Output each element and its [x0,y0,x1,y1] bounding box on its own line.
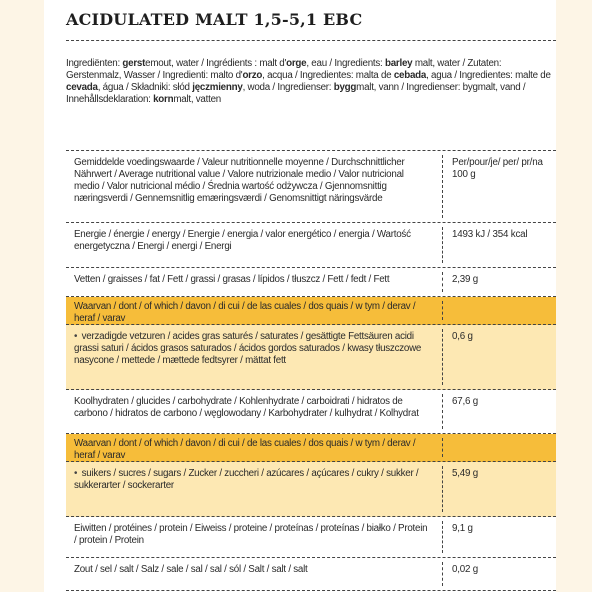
nutrition-row [66,434,556,462]
nutrition-row [66,325,556,390]
nutrient-value: 67,6 g [452,396,479,407]
nutrient-label: Waarvan / dont / of which / davon / di cui / de las cuales / dos quais / w tym / derav / heraf / varav [74,438,416,461]
nutrient-value [442,434,556,461]
bullet-icon: • [74,468,80,479]
allergen-term: jęczmienny [192,82,243,93]
nutrition-row [66,558,556,591]
nutrient-label-cell [66,151,436,222]
ingredient-text: , woda / Ingredienser: [242,82,334,93]
nutrient-value: 5,49 g [452,468,479,479]
nutrient-label-cell [66,268,436,296]
ingredient-text: malt, vann / Ingredienser: bygmalt, vand / Innehållsdeklaration: [66,82,526,105]
nutrition-label [44,0,556,592]
nutrient-value: 2,39 g [452,274,479,285]
nutrition-row [66,223,556,268]
nutrient-value: 9,1 g [452,523,473,534]
ingredient-text: emout, water / Ingrédients : malt d' [145,58,287,69]
nutrient-label: Waarvan / dont / of which / davon / di cui / de las cuales / dos quais / w tym / derav / heraf / varav [74,301,416,324]
ingredient-text: , acqua / Ingredientes: malta de [262,70,394,81]
product-title: ACIDULATED MALT 1,5-5,1 EBC [66,10,363,29]
nutrition-row [66,517,556,558]
nutrition-row [66,390,556,434]
nutrient-label-cell [66,223,436,267]
nutrient-label-cell [66,462,436,516]
allergen-term: cevada [66,82,98,93]
nutrient-value: Per/pour/je/ per/ pr/na 100 g [452,157,543,180]
nutrient-value: 0,6 g [452,331,473,342]
allergen-term: bygg [333,82,357,93]
nutrient-label-cell [66,390,436,433]
nutrient-label-cell [66,558,436,590]
ingredients-text [66,58,554,106]
nutrition-row [66,150,556,223]
nutrient-value [442,297,556,324]
nutrition-row [66,462,556,517]
nutrient-value: 1493 kJ / 354 kcal [452,229,528,240]
nutrient-value: 0,02 g [452,564,479,575]
allergen-term: korn [153,94,174,105]
nutrient-label: Koolhydraten / glucides / carbohydrate / Kohlenhydrate / carboidrati / hidratos de carbono / hidratos de carbono / węglowodany / Karbohydrater / kulhydrat / Kolhydrat [74,396,419,419]
nutrient-label-cell [66,517,436,557]
nutrition-row [66,268,556,297]
allergen-term: orge [286,58,307,69]
nutrient-label-cell [66,297,436,324]
title-divider [66,40,556,41]
nutrient-label-cell [66,434,436,461]
ingredient-text: malt, vatten [173,94,221,105]
allergen-term: gerst [122,58,146,69]
allergen-term: orzo [242,70,263,81]
bullet-icon: • [74,331,80,342]
allergen-term: barley [384,58,413,69]
nutrient-label-cell [66,325,436,389]
nutrient-label: suikers / sucres / sugars / Zucker / zuccheri / azúcares / açúcares / cukry / sukker / sukkerarter / sockerarter [74,468,419,491]
nutrition-row [66,297,556,325]
nutrient-label: Zout / sel / salt / Salz / sale / sal / sal / sól / Salt / salt / salt [74,564,308,575]
nutrient-label: Eiwitten / protéines / protein / Eiweiss / proteine / proteínas / proteínas / białko / Protein / protein / Protein [74,523,428,546]
nutrient-label: verzadigde vetzuren / acides gras saturés / saturates / gesättigte Fettsäuren acidi grassi saturi / ácidos grasos saturados / ácidos gordos saturados / kwasy tłuszczowe nasycone / mettede / mættede fedtsyrer / mättat fett [74,331,422,366]
nutrient-label: Energie / énergie / energy / Energie / energia / valor energético / energia / Wartość energetyczna / Energi / energi / Energi [74,229,411,252]
nutrient-label: Vetten / graisses / fat / Fett / grassi / grasas / lípidos / tłuszcz / Fett / fedt / Fett [74,274,390,285]
ingredient-text: , eau / Ingredients: [306,58,385,69]
ingredient-text: , agua / Ingredientes: malte de [426,70,551,81]
ingredient-text: malt, water / Zutaten: Gerstenmalz, Wasser / Ingredienti: malto d' [66,58,502,81]
nutrient-label: Gemiddelde voedingswaarde / Valeur nutritionnelle moyenne / Durchschnittlicher Nährwert / Average nutritional value / Valore nutrizionale medio / Valor nutricional medio / Valor nutricional médio / Średnia wartość odżywcza / Gjennomsnittig næringsverdi / Gennemsnitlig emæringsværdi / Genomsnittigt näringsvärde [74,157,405,204]
ingredient-text: Ingrediënten: [66,58,123,69]
ingredient-text: , água / Składniki: słód [97,82,193,93]
allergen-term: cebada [393,70,427,81]
